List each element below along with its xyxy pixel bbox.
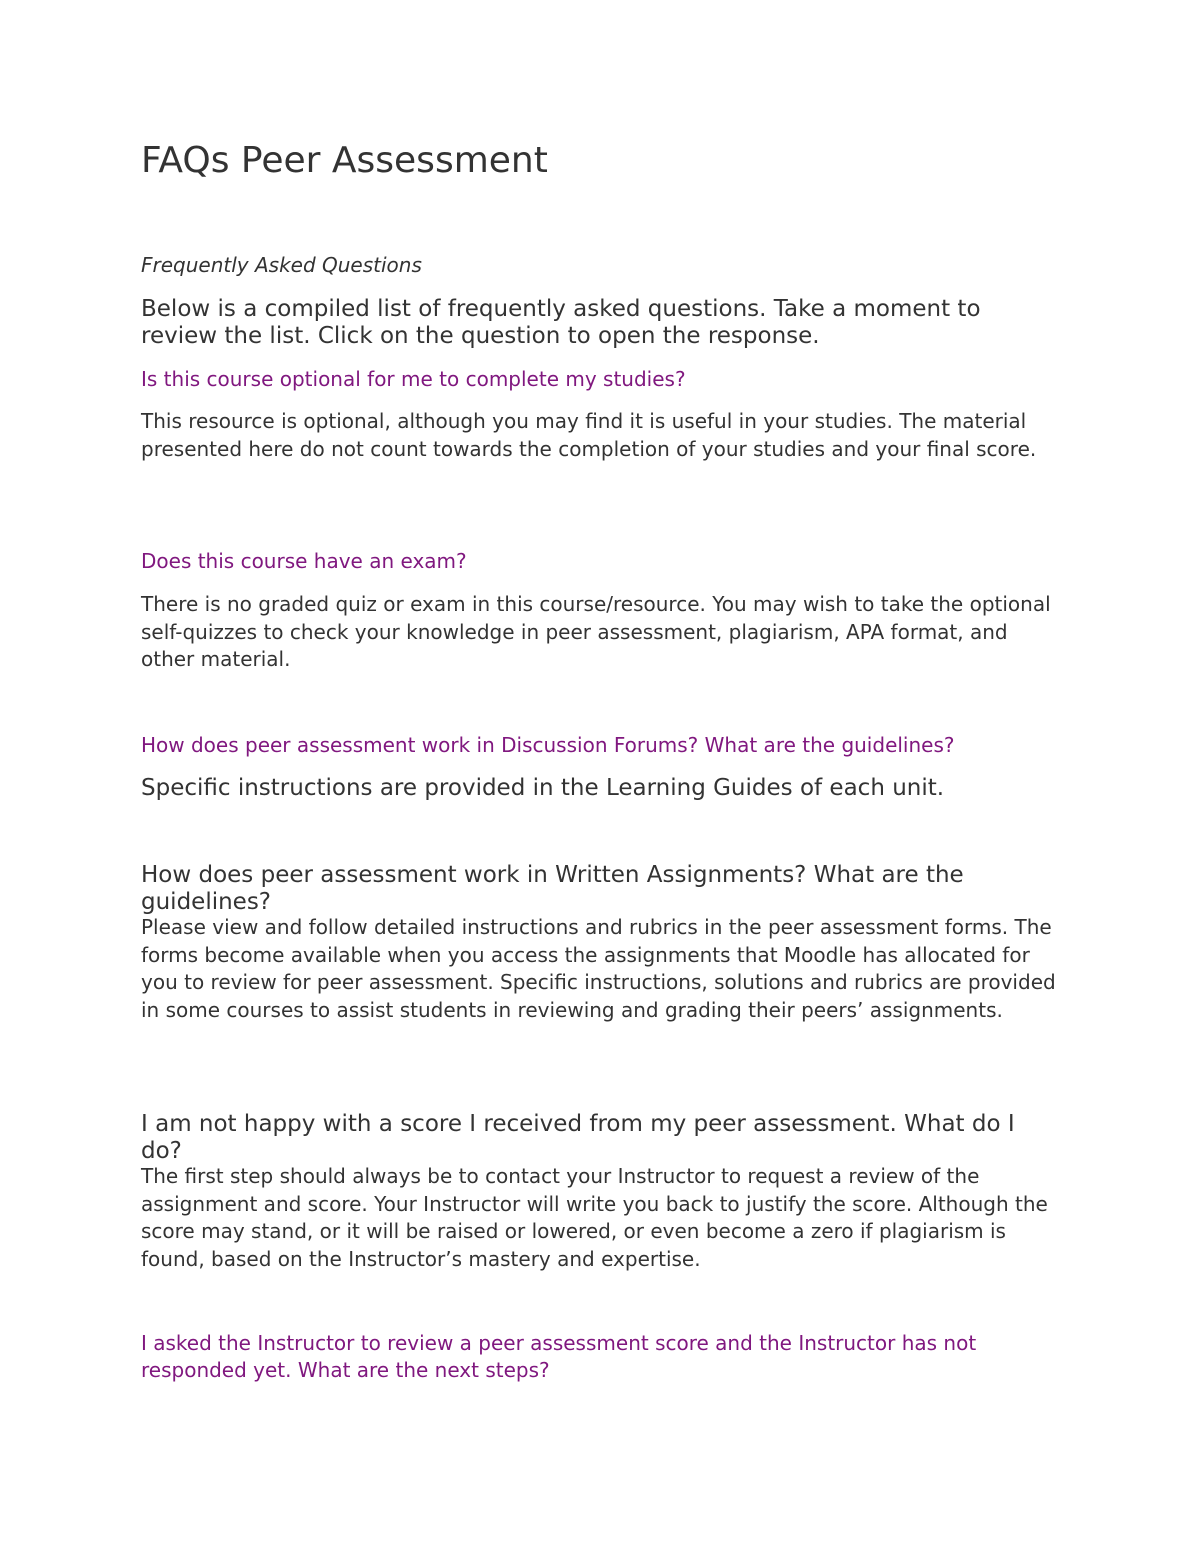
page-subtitle: Frequently Asked Questions bbox=[141, 253, 422, 277]
faq-answer-unhappy-score: The first step should always be to contact your Instructor to request a review of the assignment and score. Your Instructor will write you back to justify the score. Although the score may stand, or it will be raised or lowered, or even become a zero if plagiarism is found, based on the Instructor’s mastery and expertise. bbox=[141, 1164, 1048, 1271]
faq-question-written-assignments[interactable]: How does peer assessment work in Written Assignments? What are the guidelines? bbox=[141, 862, 964, 915]
faq-answer-exam: There is no graded quiz or exam in this course/resource. You may wish to take the optional self-quizzes to check your knowledge in peer assessment, plagiarism, APA format, and other material. bbox=[141, 592, 1051, 671]
faq-question-unhappy-score[interactable]: I am not happy with a score I received from my peer assessment. What do I do? bbox=[141, 1111, 1015, 1164]
faq-answer-discussion-forums: Specific instructions are provided in the Learning Guides of each unit. bbox=[141, 775, 945, 801]
faq-question-instructor-no-response[interactable]: I asked the Instructor to review a peer assessment score and the Instructor has not responded yet. What are the next steps? bbox=[141, 1331, 977, 1382]
faq-answer-written-assignments: Please view and follow detailed instructions and rubrics in the peer assessment forms. The forms become available when you access the assignments that Moodle has allocated for you to review for peer assessment. Specific instructions, solutions and rubrics are provided in some courses to assist students in reviewing and grading their peers’ assignments. bbox=[141, 915, 1056, 1022]
faq-question-exam[interactable]: Does this course have an exam? bbox=[141, 549, 467, 573]
faq-answer-optional: This resource is optional, although you may find it is useful in your studies. The material presented here do not count towards the completion of your studies and your final score. bbox=[141, 409, 1037, 461]
page-title: FAQs Peer Assessment bbox=[141, 140, 548, 181]
intro-paragraph: Below is a compiled list of frequently asked questions. Take a moment to review the list. Click on the question to open the response. bbox=[141, 296, 981, 349]
faq-question-discussion-forums[interactable]: How does peer assessment work in Discussion Forums? What are the guidelines? bbox=[141, 733, 955, 757]
faq-question-optional[interactable]: Is this course optional for me to complete my studies? bbox=[141, 367, 686, 391]
